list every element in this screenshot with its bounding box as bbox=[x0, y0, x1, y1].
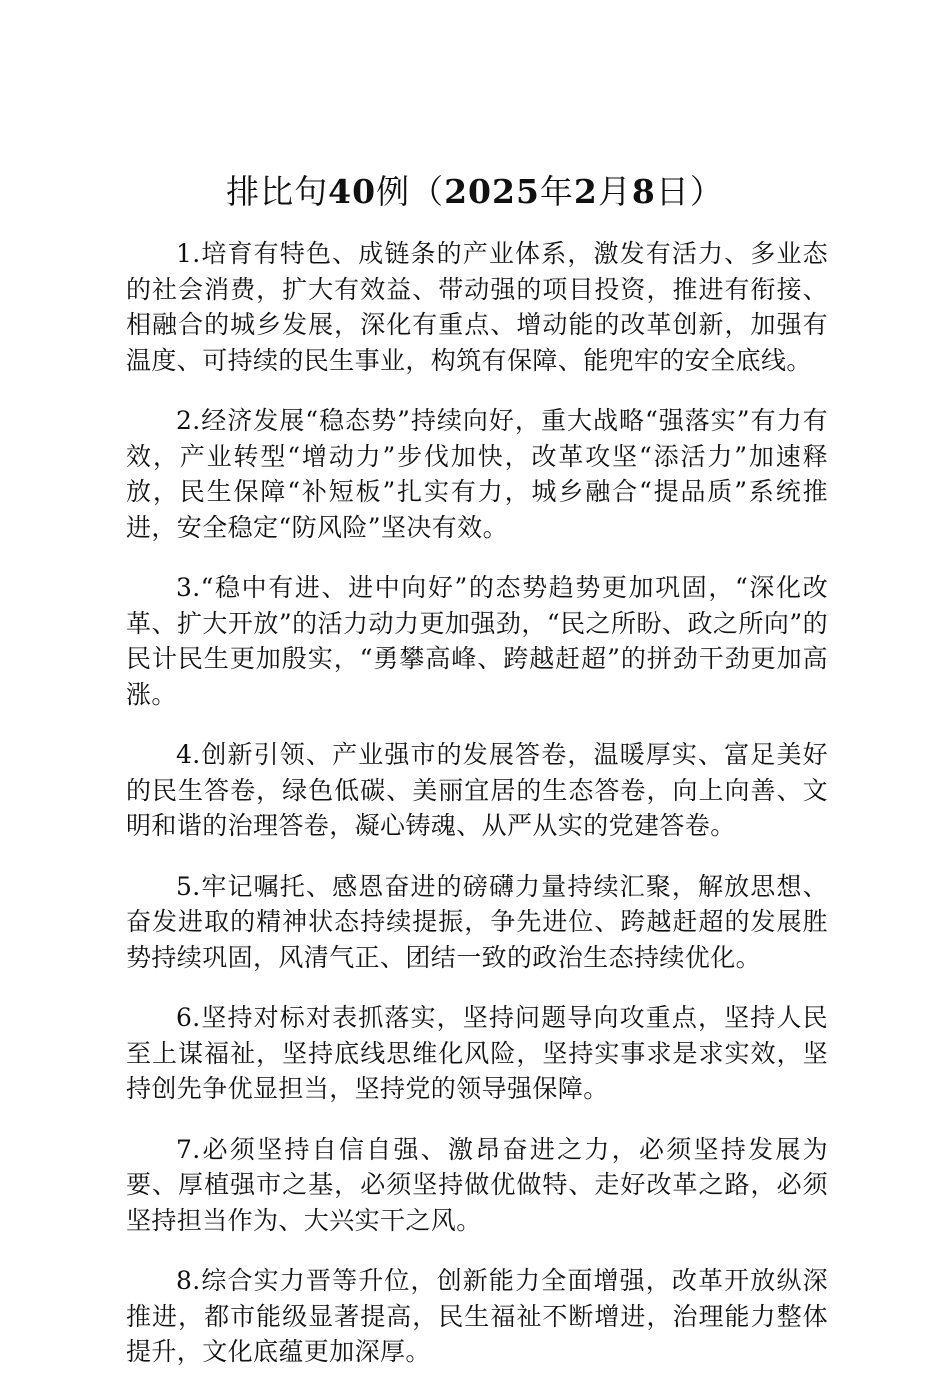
title-year: 2025 bbox=[444, 172, 540, 211]
title-count: 40 bbox=[328, 172, 377, 211]
paragraph-3: 3.“稳中有进、进中向好”的态势趋势更加巩固，“深化改革、扩大开放”的活力动力更加强劲，“民之所盼、政之所向”的民计民生更加殷实，“勇攀高峰、跨越赶超”的拼劲干劲更加高涨。 bbox=[126, 573, 828, 709]
title-suffix: 例（ bbox=[376, 172, 445, 211]
title-month: 2 bbox=[573, 172, 598, 211]
title-nian: 年 bbox=[539, 172, 574, 211]
paragraph-2: 2.经济发展“稳态势”持续向好，重大战略“强落实”有力有效，产业转型“增动力”步伐加快，改革攻坚“添活力”加速释放，民生保障“补短板”扎实有力，城乡融合“提品质”系统推进，安全稳定“防风险”坚决有效。 bbox=[126, 406, 828, 542]
title-ri: 日） bbox=[655, 172, 724, 211]
paragraph-1: 1.培育有特色、成链条的产业体系，激发有活力、多业态的社会消费，扩大有效益、带动强的项目投资，推进有衔接、相融合的城乡发展，深化有重点、增动能的改革创新，加强有温度、可持续的民生事业，构筑有保障、能兜牢的安全底线。 bbox=[126, 239, 828, 375]
paragraph-5: 5.牢记嘱托、感恩奋进的磅礴力量持续汇聚，解放思想、奋发进取的精神状态持续提振，争先进位、跨越赶超的发展胜势持续巩固，风清气正、团结一致的政治生态持续优化。 bbox=[126, 871, 828, 972]
paragraph-6: 6.坚持对标对表抓落实，坚持问题导向攻重点，坚持人民至上谋福祉，坚持底线思维化风险，坚持实事求是求实效，坚持创先争优显担当，坚持党的领导强保障。 bbox=[126, 1003, 828, 1103]
title-day: 8 bbox=[631, 172, 656, 211]
title-prefix: 排比句 bbox=[226, 172, 329, 211]
document-title bbox=[0, 168, 950, 216]
paragraph-7: 7.必须坚持自信自强、激昂奋进之力，必须坚持发展为要、厚植强市之基，必须坚持做优做特、走好改革之路，必须坚持担当作为、大兴实干之风。 bbox=[126, 1134, 828, 1235]
paragraph-8: 8.综合实力晋等升位，创新能力全面增强，改革开放纵深推进，都市能级显著提高，民生福祉不断增进，治理能力整体提升，文化底蕴更加深厚。 bbox=[126, 1266, 828, 1366]
paragraph-4: 4.创新引领、产业强市的发展答卷，温暖厚实、富足美好的民生答卷，绿色低碳、美丽宜居的生态答卷，向上向善、文明和谐的治理答卷，凝心铸魂、从严从实的党建答卷。 bbox=[126, 740, 828, 840]
document-body bbox=[126, 236, 828, 1395]
title-yue: 月 bbox=[597, 172, 632, 211]
